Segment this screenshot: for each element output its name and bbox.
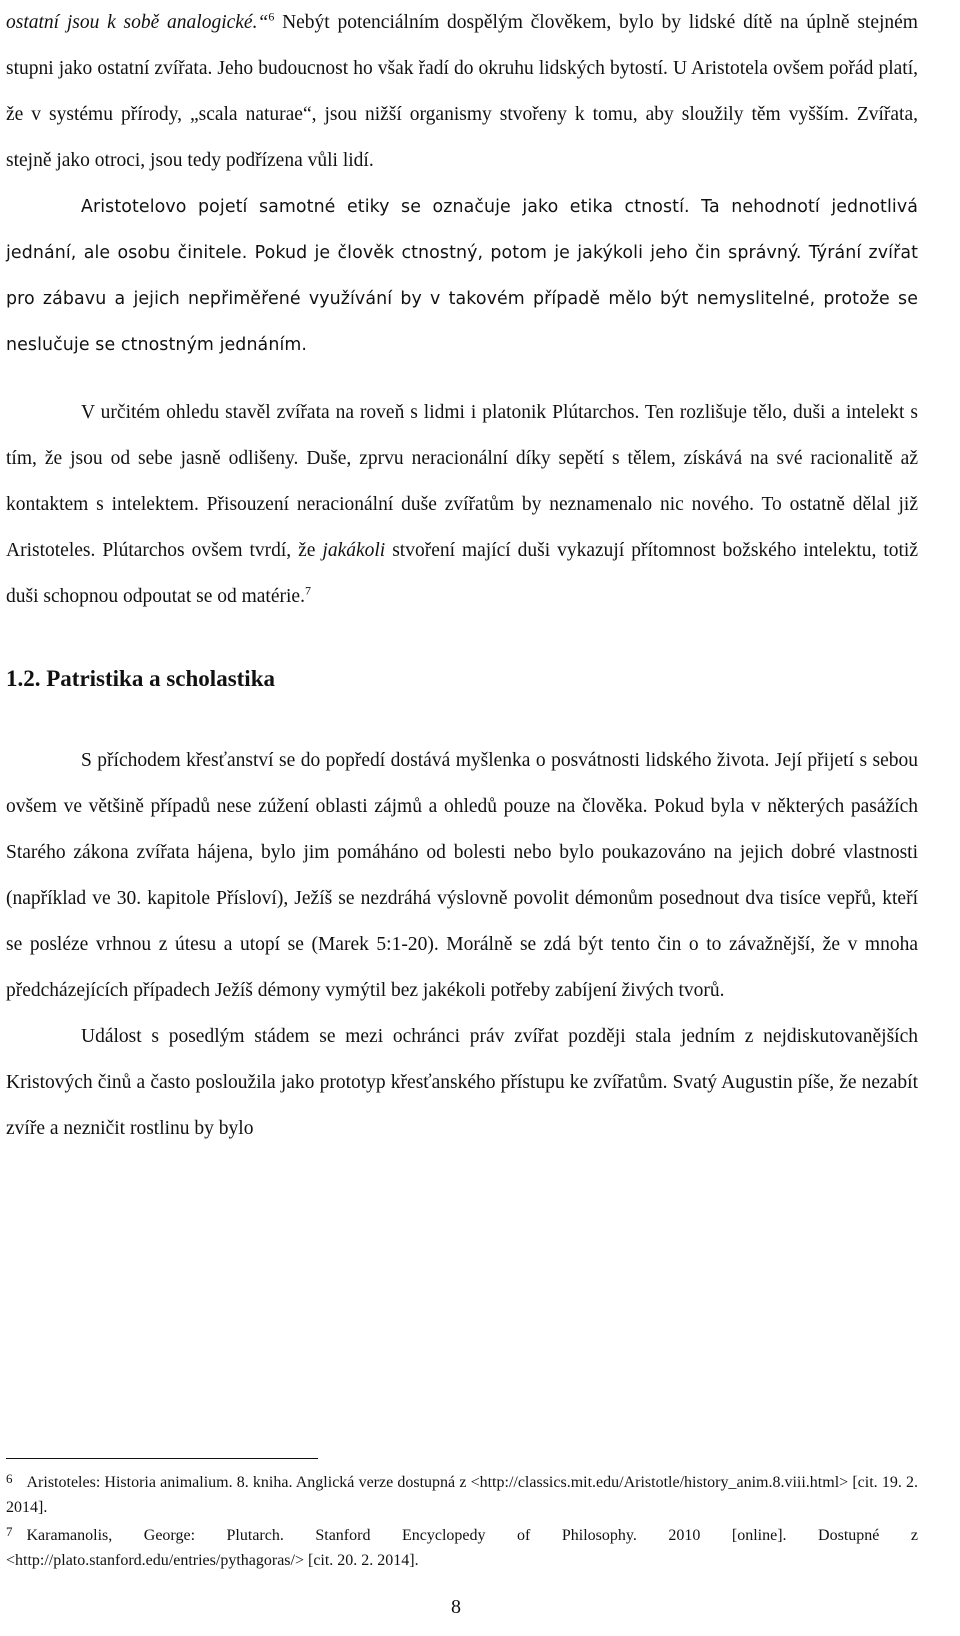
paragraph-3-text-b: stvoření mající duši vykazují přítomnost božského intelektu, totiž duši schopnou odpoutat se od matérie. — [6, 540, 919, 607]
footnote-7-number: 7 — [6, 1524, 13, 1539]
paragraph-5: Událost s posedlým stádem se mezi ochránci práv zvířat později stala jedním z nejdiskutovanějších Kristových činů a často posloužila jako prototyp křesťanského přístupu ke zvířatům. Svatý Augustin píše, že nezabít zvíře a nezničit rostlinu by bylo — [6, 1026, 918, 1139]
paragraph-1-italic: ostatní jsou k sobě analogické. — [6, 12, 258, 33]
footnote-ref-6[interactable]: 6 — [268, 9, 275, 24]
footnote-separator — [6, 1458, 318, 1459]
closing-quote: “ — [257, 12, 269, 33]
footnotes — [6, 1467, 918, 1573]
document-page — [6, 0, 918, 1152]
page-number: 8 — [451, 1596, 461, 1618]
footnote-ref-7[interactable]: 7 — [304, 583, 311, 598]
footnote-7-text: Karamanolis, George: Plutarch. Stanford Encyclopedy of Philosophy. 2010 [online]. Dostupné z <http://plato.stanford.edu/entries/pythagoras/> [cit. 20. 2. 2014]. — [6, 1527, 918, 1569]
paragraph-2: Aristotelovo pojetí samotné etiky se označuje jako etika ctností. Ta nehodnotí jednotlivá jednání, ale osobu činitele. Pokud je člověk ctnostný, potom je jakýkoli jeho čin správný. Týrání zvířat pro zábavu a jejich nepřiměřené využívání by v takovém případě mělo být nemyslitelné, protože se neslučuje se ctnostným jednáním. — [6, 197, 918, 355]
paragraph-1 — [6, 0, 918, 184]
section-heading: 1.2. Patristika a scholastika — [6, 666, 275, 691]
footnote-6 — [6, 1467, 918, 1520]
footnote-6-text: Aristoteles: Historia animalium. 8. kniha. Anglická verze dostupná z <http://classics.mit.edu/Aristotle/history_anim.8.viii.html> [cit. 19. 2. 2014]. — [6, 1474, 918, 1516]
footnote-6-number: 6 — [6, 1471, 13, 1486]
paragraph-3-text-a: V určitém ohledu stavěl zvířata na roveň s lidmi i platonik Plútarchos. Ten rozlišuje tělo, duši a intelekt s tím, že jsou od sebe jasně odlišeny. Duše, zprvu neracionální díky sepětí s tělem, získává na své racionalitě až kontaktem s intelektem. Přisouzení neracionální duše zvířatům by neznamenalo nic nového. To ostatně dělal již Aristoteles. Plútarchos ovšem tvrdí, že — [6, 402, 918, 561]
paragraph-3-italic: jakákoli — [322, 540, 386, 561]
paragraph-3 — [6, 390, 918, 620]
paragraph-1-text: Nebýt potenciálním dospělým člověkem, bylo by lidské dítě na úplně stejném stupni jako ostatní zvířata. Jeho budoucnost ho však řadí do okruhu lidských bytostí. U Aristotela ovšem pořád platí, že v systému přírody, „scala naturae“, jsou nižší organismy stvořeny k tomu, aby sloužily těm vyšším. Zvířata, stejně jako otroci, jsou tedy podřízena vůli lidí. — [6, 12, 918, 171]
paragraph-4: S příchodem křesťanství se do popředí dostává myšlenka o posvátnosti lidského života. Její přijetí s sebou ovšem ve většině případů nese zúžení oblasti zájmů a ohledů pouze na člověka. Pokud byla v některých pasážích Starého zákona zvířata hájena, bylo jim pomáháno od bolesti nebo bylo poukazováno na jejich dobré vlastnosti (například ve 30. kapitole Přísloví), Ježíš se nezdráhá výslovně povolit démonům posednout dva tisíce vepřů, kteří se posléze vrhnou z útesu a utopí se (Marek 5:1-20). Morálně se zdá být tento čin o to závažnější, že v mnoha předcházejících případech Ježíš démony vymýtil bez jakékoli potřeby zabíjení živých tvorů. — [6, 750, 918, 1001]
footnote-7 — [6, 1520, 918, 1573]
